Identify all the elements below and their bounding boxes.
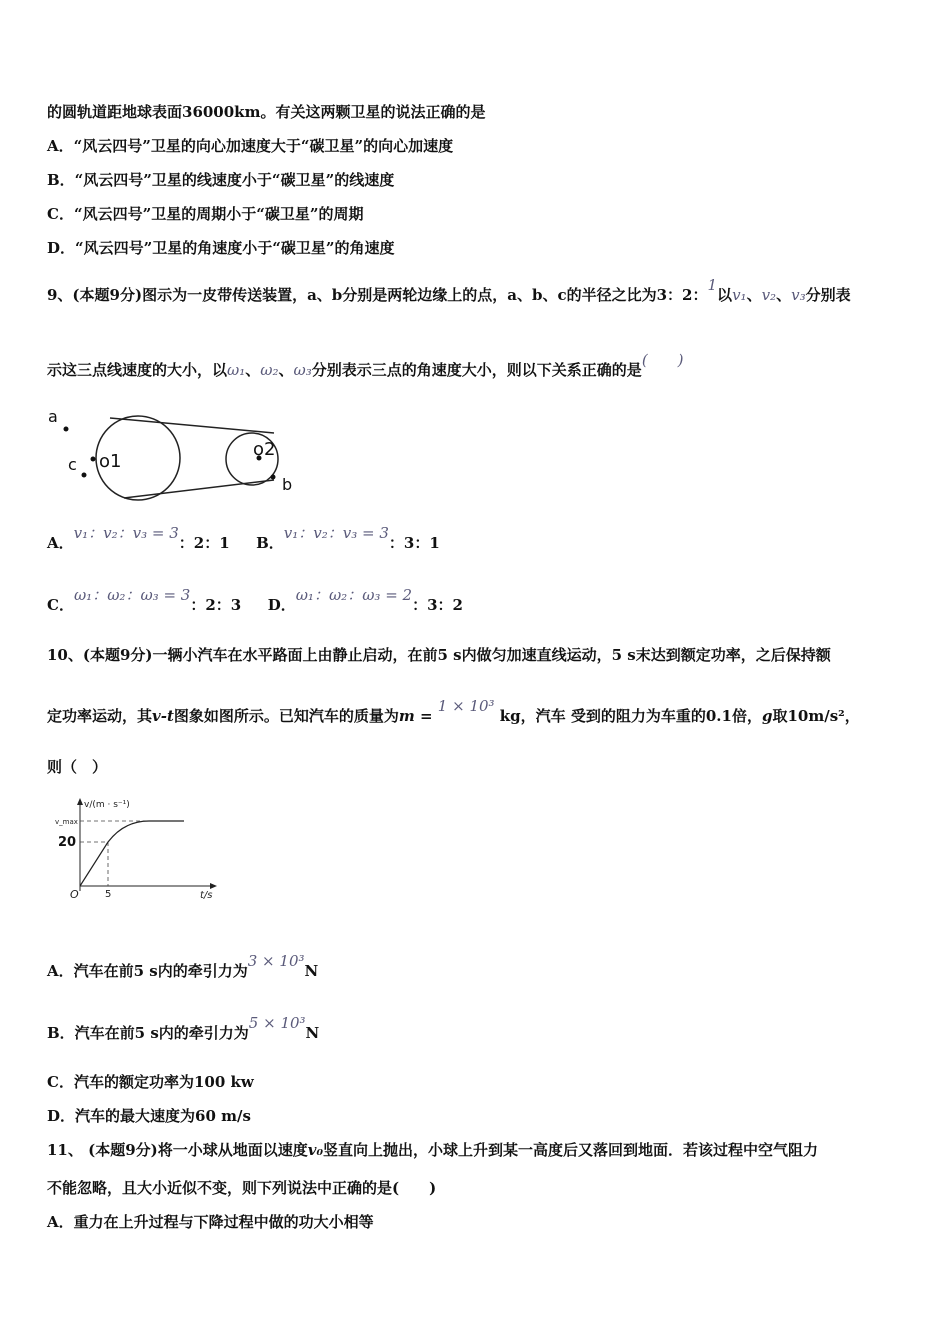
q11-line1: 11、 (本题9分)将一小球从地面以速度v₀竖直向上抛出，小球上升到某一高度后又落回到地面．若该过程中空气阻力 — [47, 1141, 819, 1159]
label-c: c — [68, 455, 77, 474]
q9-optC-math: ω₁：ω₂：ω₃ = 3 — [73, 586, 191, 604]
q10-line1: 10、(本题9分)一辆小汽车在水平路面上由静止启动，在前5 s内做匀加速直线运动，5 s末达到额定功率，之后保持额 — [47, 646, 831, 664]
point-c-dot — [82, 473, 87, 478]
vt-curve — [80, 821, 184, 886]
q11-option-a: A．重力在上升过程与下降过程中做的功大小相等 — [47, 1213, 374, 1231]
q8-intro: 的圆轨道距地球表面36000km。有关这两颗卫星的说法正确的是 — [47, 103, 486, 121]
label-b: b — [282, 475, 293, 494]
q10-line2: 定功率运动，其v-t图象如图所示。已知汽车的质量为m = 1 × 10³ kg，汽车 受到的阻力为车重的0.1倍，g取10m/s²， — [47, 697, 860, 725]
q8-option-c: C．“风云四号”卫星的周期小于“碳卫星”的周期 — [47, 205, 364, 223]
point-o1-dot — [91, 457, 96, 462]
q10-option-b: B．汽车在前5 s内的牵引力为5 × 10³N — [47, 1014, 320, 1042]
graph-xlabel: t/s — [200, 890, 213, 901]
graph-origin-label: O — [70, 888, 79, 901]
belt-pulley-figure — [44, 404, 304, 504]
q9-optB-math: v₁：v₂：v₃ = 3 — [283, 524, 389, 542]
graph-vmax-label: v_max — [55, 818, 78, 826]
belt-top — [110, 418, 274, 433]
y-axis-arrow — [77, 798, 83, 805]
graph-20-label: 20 — [58, 835, 77, 850]
q10-option-c: C．汽车的额定功率为100 kw — [47, 1073, 254, 1091]
q10-optB-math: 5 × 10³ — [248, 1014, 306, 1032]
label-o1: o1 — [99, 451, 122, 472]
q9-options-ab: A．v₁：v₂：v₃ = 3：2：1 B．v₁：v₂：v₃ = 3：3：1 — [47, 524, 440, 552]
label-a: a — [48, 407, 58, 426]
q9-options-cd: C．ω₁：ω₂：ω₃ = 3：2：3 D．ω₁：ω₂：ω₃ = 2：3：2 — [47, 586, 463, 614]
q10-line3: 则（ ） — [47, 758, 108, 776]
q10-mass-math: 1 × 10³ — [437, 697, 495, 715]
q8-option-b: B．“风云四号”卫星的线速度小于“碳卫星”的线速度 — [47, 171, 395, 189]
q11-line2: 不能忽略，且大小近似不变，则下列说法中正确的是( ) — [47, 1179, 437, 1197]
q10-option-a: A．汽车在前5 s内的牵引力为3 × 10³N — [47, 952, 319, 980]
q9-ratio-math: 1 — [707, 276, 718, 294]
graph-ylabel: v/(m · s⁻¹) — [84, 800, 130, 810]
point-b-dot — [271, 475, 276, 480]
x-axis-arrow — [210, 883, 217, 889]
q9-optD-math: ω₁：ω₂：ω₃ = 2 — [295, 586, 413, 604]
q10-optA-math: 3 × 10³ — [247, 952, 305, 970]
q9-line2: 示这三点线速度的大小，以ω₁、ω₂、ω₃分别表示三点的角速度大小，则以下关系正确的是( ) — [47, 351, 684, 379]
q8-option-a: A．“风云四号”卫星的向心加速度大于“碳卫星”的向心加速度 — [47, 137, 454, 155]
q9-optA-math: v₁：v₂：v₃ = 3 — [73, 524, 179, 542]
label-o2: o2 — [253, 439, 276, 460]
point-a-dot — [64, 427, 69, 432]
q9-line1: 9、(本题9分)图示为一皮带传送装置，a、b分别是两轮边缘上的点，a、b、c的半径之比为3：2：1以v₁、v₂、v₃分别表 — [47, 276, 851, 304]
q10-option-d: D．汽车的最大速度为60 m/s — [47, 1107, 251, 1125]
graph-x5-label: 5 — [105, 889, 112, 900]
q8-option-d: D．“风云四号”卫星的角速度小于“碳卫星”的角速度 — [47, 239, 395, 257]
vt-graph — [54, 795, 224, 907]
belt-bottom — [124, 480, 274, 498]
